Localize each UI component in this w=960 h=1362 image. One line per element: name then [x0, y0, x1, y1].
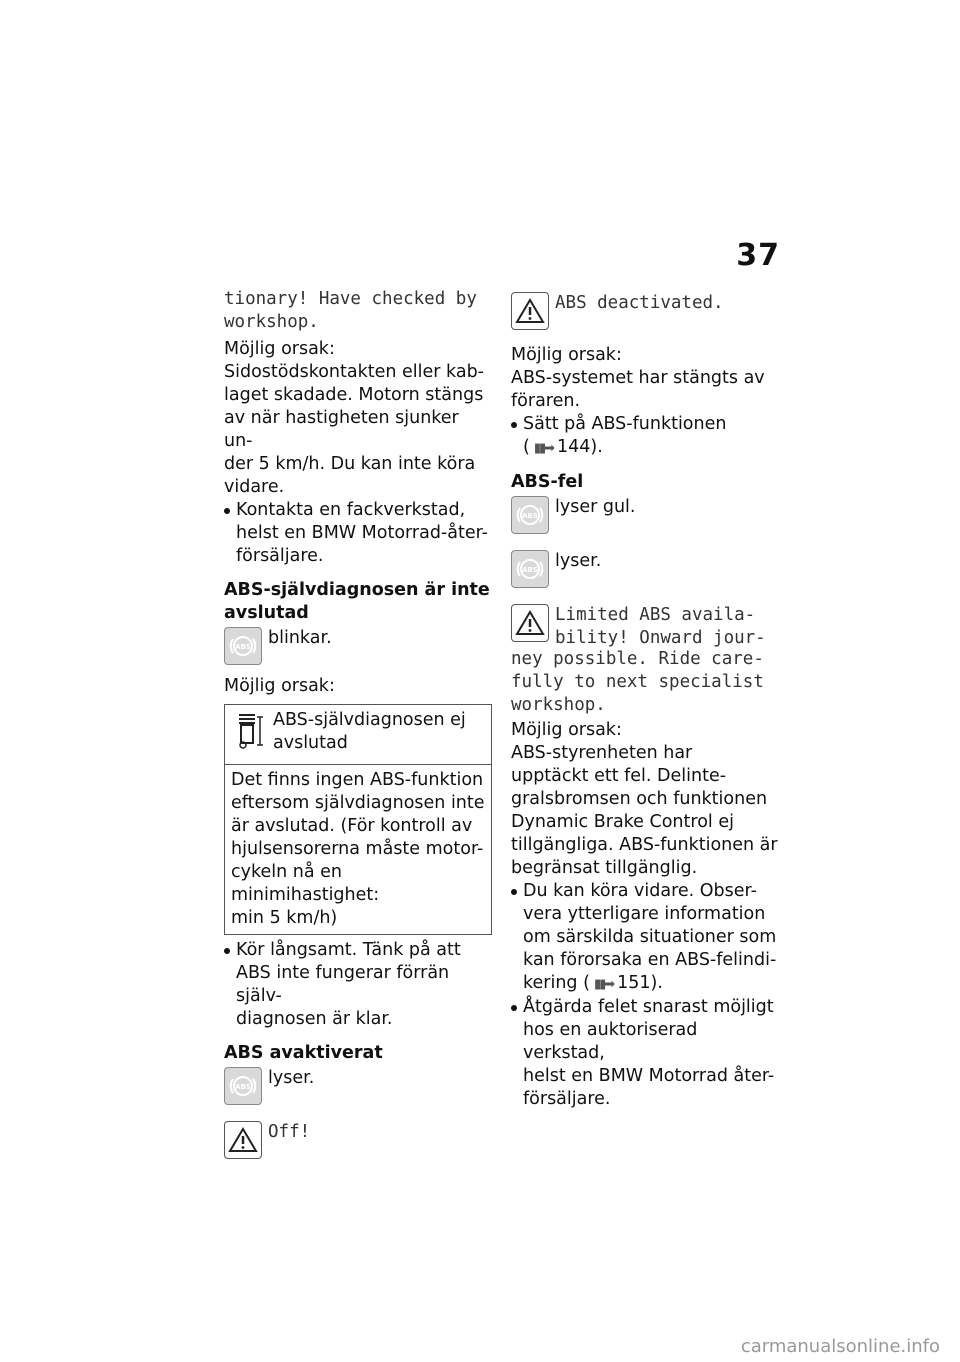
section-heading: ABS-fel	[511, 472, 584, 492]
section-heading: ABS avaktiverat	[224, 1043, 383, 1063]
cause-text: ABS-systemet har stängts av föraren.	[511, 368, 765, 411]
cause-label: Möjlig orsak:	[511, 720, 622, 740]
deactivated-row	[511, 292, 781, 336]
general-warning-triangle-icon	[511, 604, 549, 642]
abs-warning-icon	[224, 1067, 262, 1105]
site-watermark: carmanualsonline.info	[740, 1336, 940, 1357]
bullet-item: Åtgärda felet snarast möjligt hos en auktoriserad verkstad, helst en BMW Motorrad åter- försäljare.	[511, 996, 781, 1111]
blink-label: blinkar.	[268, 628, 332, 648]
cause-label: Möjlig orsak:	[224, 339, 335, 359]
display-message: ney possible. Ride care- fully to next specialist workshop.	[511, 649, 764, 715]
abs-warning-icon	[511, 550, 549, 588]
limited-row	[511, 604, 781, 650]
info-table-title: ABS-självdiagnosen ej avslutad	[273, 710, 466, 753]
bullet-item: Sätt på ABS-funktionen ( ▮▮➡ 144).	[511, 413, 781, 460]
page-ref[interactable]: 144).	[557, 437, 603, 457]
page-ref[interactable]: 151).	[617, 973, 663, 993]
abs-warning-icon	[224, 627, 262, 665]
display-message: tionary! Have checked by workshop.	[224, 289, 477, 332]
lit-yellow-label: lyser gul.	[555, 497, 636, 517]
info-table	[224, 704, 492, 935]
off-row	[224, 1121, 492, 1165]
bullet-item: Kör långsamt. Tänk på att ABS inte fungerar förrän själv- diagnosen är klar.	[224, 939, 492, 1031]
page-reference-arrow-icon[interactable]: ▮▮➡	[533, 441, 554, 456]
abs-blink-row	[224, 627, 492, 671]
svg-text:ABS: ABS	[522, 566, 538, 574]
self-diagnosis-icon	[231, 709, 273, 760]
general-warning-triangle-icon	[511, 292, 549, 330]
abs-lit-row	[511, 550, 781, 594]
right-column	[511, 288, 781, 1111]
abs-yellow-row	[511, 496, 781, 540]
cause-text: Sidostödskontakten eller kab- laget skadade. Motorn stängs av när hastigheten sjunker un- der 5 km/h. Du kan inte köra vidare.	[224, 362, 484, 497]
lit-label: lyser.	[555, 551, 602, 571]
left-column	[224, 288, 492, 1165]
info-table-body: Det finns ingen ABS-funktion eftersom självdiagnosen inte är avslutad. (För kontroll av hjulsensorerna måste motor- cykeln nå en minimihastighet: min 5 km/h)	[225, 765, 492, 935]
display-message: Limited ABS availa- bility! Onward jour-	[555, 605, 766, 648]
display-message: Off!	[268, 1122, 311, 1142]
svg-text:ABS: ABS	[235, 643, 251, 651]
cause-label: Möjlig orsak:	[224, 676, 335, 696]
abs-lit-row	[224, 1067, 492, 1111]
lit-label: lyser.	[268, 1068, 315, 1088]
svg-text:ABS: ABS	[235, 1083, 251, 1091]
bullet-item: Kontakta en fackverkstad, helst en BMW Motorrad-åter- försäljare.	[224, 499, 492, 568]
cause-text: ABS-styrenheten har upptäckt ett fel. Delinte- gralsbromsen och funktionen Dynamic Brake Control ej tillgängliga. ABS-funktionen är begränsat tillgänglig.	[511, 743, 778, 878]
svg-text:ABS: ABS	[522, 512, 538, 520]
section-heading: ABS-självdiagnosen är inte avslutad	[224, 580, 490, 623]
cause-label: Möjlig orsak:	[511, 345, 622, 365]
page-reference-arrow-icon[interactable]: ▮▮➡	[593, 977, 614, 992]
bullet-item: Du kan köra vidare. Obser- vera ytterligare information om särskilda situationer som kan förorsaka en ABS-felindi- kering ( ▮▮➡ 151).	[511, 880, 781, 996]
page-number: 37	[736, 238, 780, 273]
abs-warning-icon	[511, 496, 549, 534]
bullet-text: Sätt på ABS-funktionen	[523, 414, 727, 434]
info-table-header	[225, 705, 492, 765]
display-message: ABS deactivated.	[555, 293, 724, 313]
general-warning-triangle-icon	[224, 1121, 262, 1159]
bullet-text: Du kan köra vidare. Obser- vera ytterligare information om särskilda situationer som kan förorsaka en ABS-felindi- kering	[523, 881, 777, 993]
